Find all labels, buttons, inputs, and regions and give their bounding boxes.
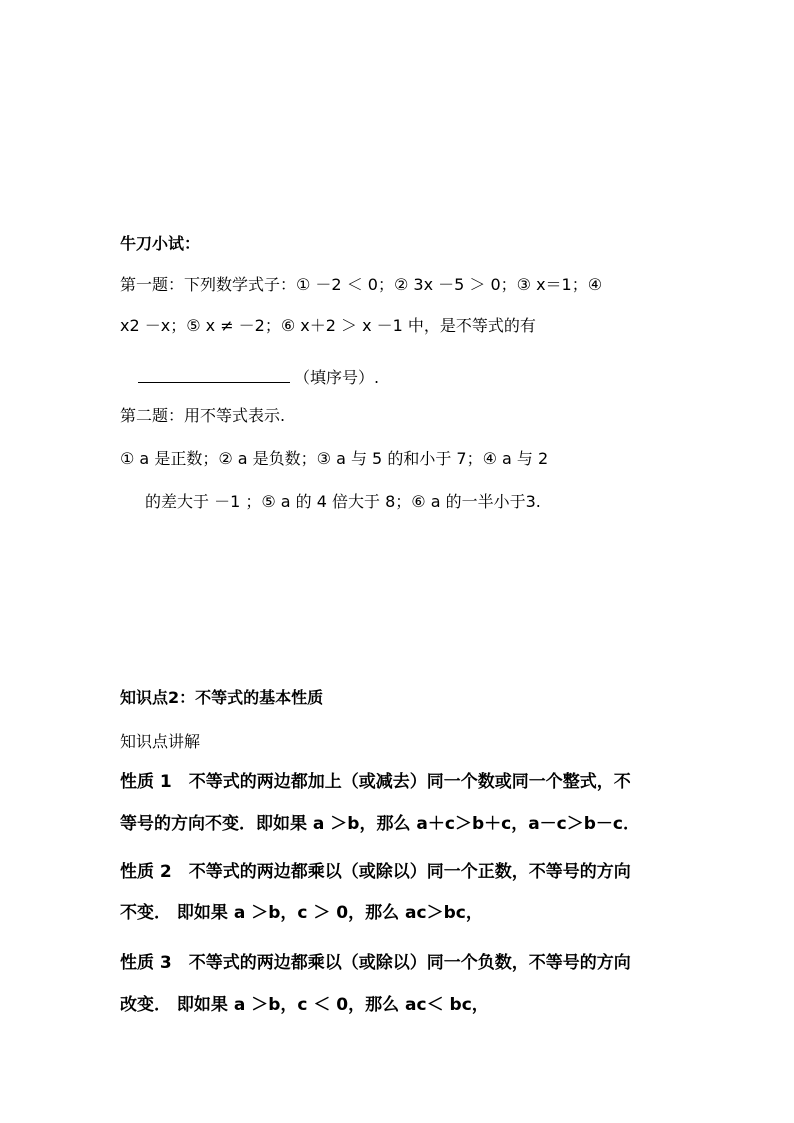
answer-blank[interactable] [138, 364, 290, 383]
knowledge-heading: 知识点2：不等式的基本性质 [120, 688, 324, 707]
answer-hint: （填序号）. [294, 368, 380, 387]
property1-line2: 等号的方向不变．即如果 a ＞b，那么 a＋c＞b＋c，a－c＞b－c． [120, 814, 640, 834]
question2-line1: ① a 是正数；② a 是负数；③ a 与 5 的和小于 7；④ a 与 2 [120, 449, 549, 468]
property1-line1: 性质 1 不等式的两边都加上（或减去）同一个数或同一个整式，不 [120, 772, 631, 792]
knowledge-subheading: 知识点讲解 [120, 732, 201, 751]
question2-line2: 的差大于 －1 ；⑤ a 的 4 倍大于 8；⑥ a 的一半小于3. [145, 492, 541, 511]
property2-line1: 性质 2 不等式的两边都乘以（或除以）同一个正数，不等号的方向 [120, 862, 631, 882]
property3-line1: 性质 3 不等式的两边都乘以（或除以）同一个负数，不等号的方向 [120, 953, 631, 973]
property3-line2: 改变． 即如果 a ＞b，c ＜ 0，那么 ac＜ bc， [120, 995, 489, 1015]
practice-heading: 牛刀小试： [120, 234, 201, 253]
property2-line2: 不变． 即如果 a ＞b，c ＞ 0，那么 ac＞bc， [120, 903, 483, 923]
question2-title: 第二题：用不等式表示. [120, 406, 286, 425]
question1-line2: x2 －x；⑤ x ≠ －2；⑥ x＋2 ＞ x －1 中，是不等式的有 [120, 316, 536, 335]
question1-line1: 第一题：下列数学式子：① －2 ＜ 0；② 3x －5 ＞ 0；③ x＝1；④ [120, 275, 603, 294]
question1-answer-line [138, 364, 379, 390]
